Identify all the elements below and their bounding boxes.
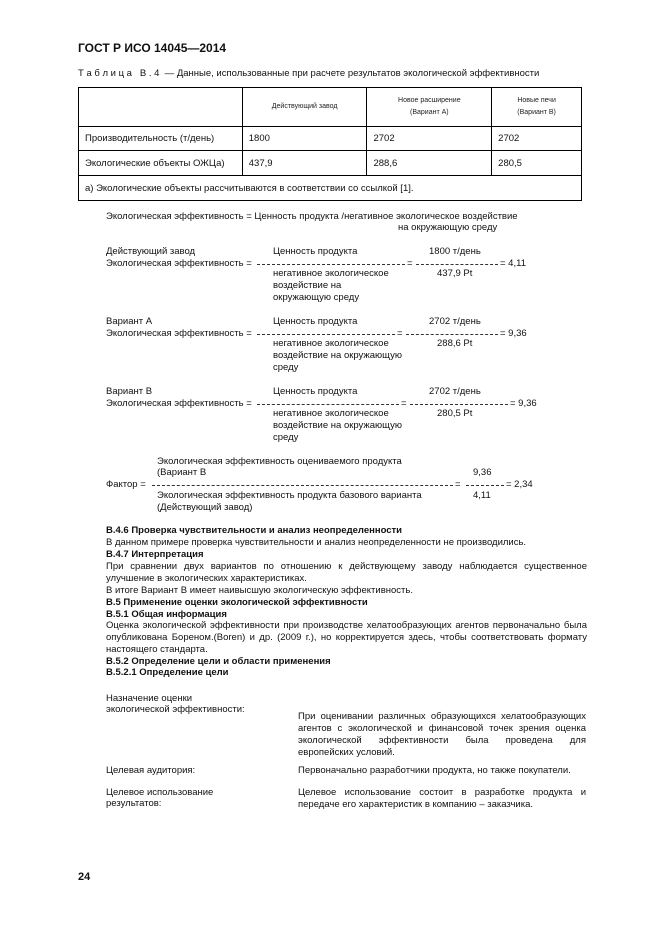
equals-sign: =	[401, 398, 407, 409]
neg-impact-line: воздействие на	[273, 280, 342, 291]
fraction-line	[416, 264, 498, 265]
eco-efficiency-label: Экологическая эффективность =	[106, 398, 252, 409]
denominator-value: 280,5 Pt	[437, 408, 473, 419]
formula-main-line2: на окружающую среду	[398, 222, 498, 233]
table-header-cell: Новое расширение (Вариант А)	[367, 88, 492, 127]
section-heading: В.5.2.1 Определение цели	[106, 667, 229, 678]
table-header-cell	[79, 88, 243, 127]
data-table	[78, 87, 582, 201]
fraction-line	[257, 264, 405, 265]
section-heading: В.5.1 Общая информация	[106, 609, 227, 620]
factor-numerator-value: 9,36	[473, 467, 492, 478]
section-heading: В.5.2 Определение цели и области применения	[106, 656, 331, 667]
table-cell: 437,9	[242, 151, 367, 176]
neg-impact-line: среду	[273, 432, 299, 443]
factor-numerator-line1: Экологическая эффективность оцениваемого продукта	[157, 456, 402, 467]
neg-impact-line: негативное экологическое	[273, 408, 389, 419]
equals-sign: =	[455, 479, 461, 490]
block-name: Вариант А	[106, 316, 153, 327]
def-desc: Целевое использование состоит в разработке продукта и передаче его характеристик в компанию – заказчика.	[298, 787, 586, 810]
section-heading: В.4.7 Интерпретация	[106, 549, 204, 560]
section-text: При сравнении двух вариантов по отношению к действующему заводу наблюдается существенное улучшение в экологических характеристиках.	[106, 561, 587, 584]
section-text: В итоге Вариант В имеет наивысшую экологическую эффективность.	[106, 585, 413, 596]
table-cell: Производительность (т/день)	[79, 127, 243, 151]
fraction-line	[257, 404, 399, 405]
result-value: = 9,36	[500, 328, 527, 339]
table-cell: 280,5	[492, 151, 582, 176]
table-cell: 2702	[367, 127, 492, 151]
eco-efficiency-label: Экологическая эффективность =	[106, 328, 252, 339]
section-text: В данном примере проверка чувствительности и анализ неопределенности не производились.	[106, 537, 527, 548]
table-footnote: а) Экологические объекты рассчитываются в соответствии со ссылкой [1].	[79, 176, 582, 201]
formula-main-line1: Экологическая эффективность = Ценность продукта /негативное экологическое воздействие	[106, 211, 518, 222]
value-label: Ценность продукта	[273, 386, 358, 397]
table-cell: 1800	[242, 127, 367, 151]
fraction-line	[152, 485, 453, 486]
def-term: Целевое использование результатов:	[106, 787, 214, 809]
denominator-value: 437,9 Pt	[437, 268, 473, 279]
factor-denominator-value: 4,11	[473, 490, 491, 501]
factor-numerator-line2: (Вариант В	[157, 467, 207, 478]
fraction-line	[257, 334, 395, 335]
document-header: ГОСТ Р ИСО 14045—2014	[78, 41, 227, 55]
block-name: Вариант В	[106, 386, 153, 397]
table-header-cell: Новые печи (Вариант В)	[492, 88, 582, 127]
def-term: Целевая аудитория:	[106, 765, 196, 776]
neg-impact-line: воздействие на окружающую	[273, 420, 402, 431]
neg-impact-line: негативное экологическое	[273, 338, 389, 349]
value-label: Ценность продукта	[273, 316, 358, 327]
eco-efficiency-label: Экологическая эффективность =	[106, 258, 252, 269]
table-cell: Экологические объекты ОЖЦа)	[79, 151, 243, 176]
section-text: Оценка экологической эффективности при производстве хелатообразующих агентов первоначально была опубликована Бореном.(Boren) и др. (2009 г.), но корректируется здесь, чтобы соответствовать формату настоящего стандарта.	[106, 620, 587, 655]
section-heading: В.4.6 Проверка чувствительности и анализ неопределенности	[106, 525, 403, 536]
page-number: 24	[78, 871, 91, 883]
neg-impact-line: окружающую среду	[273, 292, 360, 303]
neg-impact-line: воздействие на окружающую	[273, 350, 402, 361]
table-row	[79, 127, 582, 151]
numerator-value: 1800 т/день	[429, 246, 481, 257]
table-header-cell: Действующий завод	[242, 88, 367, 127]
table-header-row	[79, 88, 582, 127]
section-heading: В.5 Применение оценки экологической эффективности	[106, 597, 368, 608]
fraction-line	[410, 404, 508, 405]
fraction-line	[466, 485, 504, 486]
neg-impact-line: негативное экологическое	[273, 268, 389, 279]
equals-sign: =	[407, 258, 413, 269]
numerator-value: 2702 т/день	[429, 316, 481, 327]
factor-result: = 2,34	[506, 479, 533, 490]
factor-label: Фактор =	[106, 479, 146, 490]
table-footnote-row	[79, 176, 582, 201]
block-name: Действующий завод	[106, 246, 196, 257]
fraction-line	[406, 334, 498, 335]
table-cell: 2702	[492, 127, 582, 151]
def-desc: При оценивании различных образующихся хелатообразующих агентов с экологической и финансовой точек зрения оценка экологической эффективности была проведена для европейских условий.	[298, 711, 586, 758]
def-term: Назначение оценки экологической эффективности:	[106, 693, 245, 715]
factor-denominator-line2: (Действующий завод)	[157, 502, 253, 513]
factor-denominator-line1: Экологическая эффективность продукта базового варианта	[157, 490, 422, 501]
equals-sign: =	[397, 328, 403, 339]
table-cell: 288,6	[367, 151, 492, 176]
table-row	[79, 151, 582, 176]
value-label: Ценность продукта	[273, 246, 358, 257]
table-caption: Т а б л и ц а В . 4 — Данные, использованные при расчете результатов экологической эффективности	[78, 68, 540, 79]
result-value: = 4,11	[500, 258, 526, 269]
result-value: = 9,36	[510, 398, 537, 409]
denominator-value: 288,6 Pt	[437, 338, 473, 349]
neg-impact-line: среду	[273, 362, 299, 373]
def-desc: Первоначально разработчики продукта, но также покупатели.	[298, 765, 571, 776]
numerator-value: 2702 т/день	[429, 386, 481, 397]
